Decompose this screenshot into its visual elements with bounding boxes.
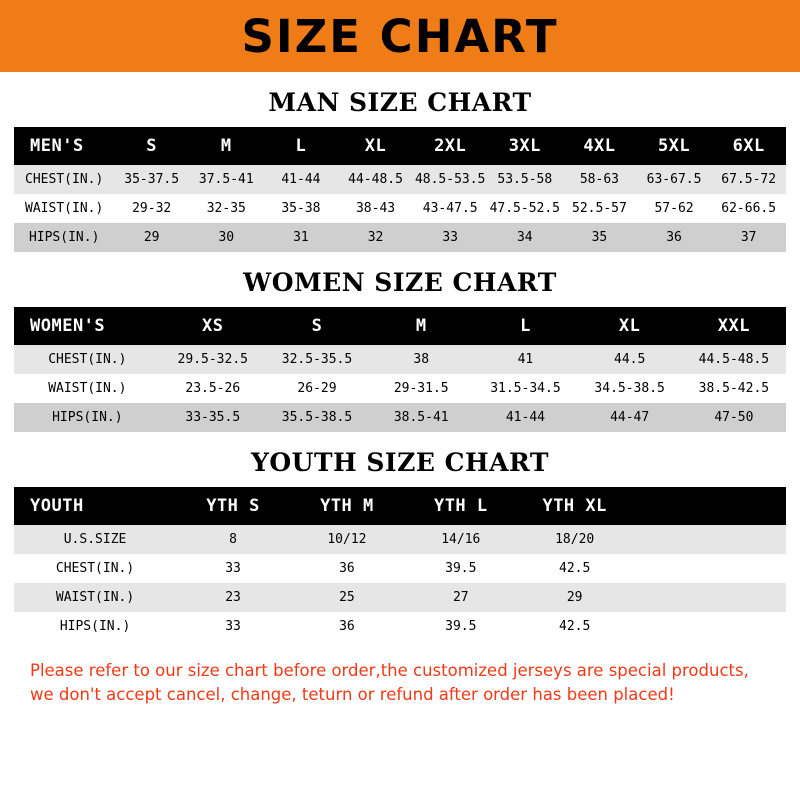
cell: 29-31.5 [369, 374, 473, 403]
cell: 67.5-72 [711, 165, 786, 194]
cell: 41-44 [264, 165, 339, 194]
cell: 39.5 [404, 554, 518, 583]
cell: 44.5-48.5 [682, 345, 786, 374]
cell: 33-35.5 [161, 403, 265, 432]
cell: 58-63 [562, 165, 637, 194]
cell: 57-62 [637, 194, 712, 223]
cell: 32 [338, 223, 413, 252]
cell: 44.5 [578, 345, 682, 374]
cell: 27 [404, 583, 518, 612]
cell: 29-32 [114, 194, 189, 223]
cell: 14/16 [404, 525, 518, 554]
cell: 33 [413, 223, 488, 252]
men-header-cell: MEN'S [30, 136, 84, 156]
cell-empty [632, 525, 786, 554]
cell: 10/12 [290, 525, 404, 554]
cell: 25 [290, 583, 404, 612]
women-header-cell: XXL [717, 316, 750, 336]
cell: 44-48.5 [338, 165, 413, 194]
men-header-cell: M [220, 136, 232, 156]
women-header-cell: XL [618, 316, 641, 336]
cell: 35-38 [264, 194, 339, 223]
youth-header-cell: YTH XL [542, 496, 607, 516]
youth-header-cell: YTH L [433, 496, 488, 516]
women-size-table [14, 307, 786, 432]
cell: 53.5-58 [487, 165, 562, 194]
men-header-cell: L [295, 136, 307, 156]
cell: 39.5 [404, 612, 518, 641]
youth-section-title: YOUTH SIZE CHART [251, 448, 549, 477]
cell-empty [632, 554, 786, 583]
cell: 38 [369, 345, 473, 374]
cell: 38-43 [338, 194, 413, 223]
cell: 47.5-52.5 [487, 194, 562, 223]
cell: 35-37.5 [114, 165, 189, 194]
cell: 47-50 [682, 403, 786, 432]
cell-empty [632, 583, 786, 612]
footer-note [14, 659, 786, 707]
cell: 8 [176, 525, 290, 554]
cell: 37 [711, 223, 786, 252]
table-row [14, 612, 786, 641]
cell: 35.5-38.5 [265, 403, 369, 432]
cell: 32-35 [189, 194, 264, 223]
row-label: CHEST(IN.) [14, 554, 176, 583]
chart-content [0, 88, 800, 707]
cell: 44-47 [578, 403, 682, 432]
cell-empty [632, 612, 786, 641]
men-header-cell: S [146, 136, 158, 156]
youth-header-cell: YOUTH [30, 496, 84, 516]
cell: 29.5-32.5 [161, 345, 265, 374]
cell: 36 [637, 223, 712, 252]
cell: 30 [189, 223, 264, 252]
cell: 42.5 [518, 612, 632, 641]
cell: 29 [518, 583, 632, 612]
cell: 18/20 [518, 525, 632, 554]
cell: 34 [487, 223, 562, 252]
cell: 63-67.5 [637, 165, 712, 194]
men-header-cell: 5XL [657, 136, 691, 156]
women-section-title: WOMEN SIZE CHART [243, 268, 557, 297]
cell: 36 [290, 612, 404, 641]
cell: 34.5-38.5 [578, 374, 682, 403]
cell: 29 [114, 223, 189, 252]
women-header-cell: S [311, 316, 323, 336]
cell: 36 [290, 554, 404, 583]
cell: 62-66.5 [711, 194, 786, 223]
youth-header-cell-empty [632, 487, 786, 525]
cell: 32.5-35.5 [265, 345, 369, 374]
cell: 38.5-41 [369, 403, 473, 432]
men-header-cell: XL [364, 136, 387, 156]
cell: 33 [176, 554, 290, 583]
row-label: WAIST(IN.) [14, 583, 176, 612]
youth-size-chart-section [14, 448, 786, 641]
men-header-cell: 3XL [508, 136, 541, 156]
row-label: HIPS(IN.) [14, 612, 176, 641]
cell: 37.5-41 [189, 165, 264, 194]
youth-header-cell: YTH S [206, 496, 260, 516]
women-header-cell: L [520, 316, 531, 336]
cell: 23 [176, 583, 290, 612]
cell: 38.5-42.5 [682, 374, 786, 403]
cell: 31 [264, 223, 339, 252]
men-header-cell: 6XL [732, 136, 765, 156]
cell: 42.5 [518, 554, 632, 583]
youth-header-cell: YTH M [320, 496, 374, 516]
men-size-chart-section [14, 88, 786, 252]
men-size-table [14, 127, 786, 252]
cell: 41-44 [473, 403, 577, 432]
row-label: U.S.SIZE [14, 525, 176, 554]
men-table-header-row [14, 127, 786, 165]
table-row [14, 525, 786, 554]
men-header-cell: 4XL [583, 136, 616, 156]
youth-table-header-row [14, 487, 786, 525]
footer-note-line-2: we don't accept cancel, change, teturn or refund after order has been placed! [30, 684, 675, 704]
row-label: CHEST(IN.) [14, 345, 161, 374]
row-label: CHEST(IN.) [14, 165, 114, 194]
cell: 23.5-26 [161, 374, 265, 403]
women-size-chart-section [14, 268, 786, 432]
table-row [14, 165, 786, 194]
cell: 31.5-34.5 [473, 374, 577, 403]
table-row [14, 223, 786, 252]
cell: 35 [562, 223, 637, 252]
table-row [14, 583, 786, 612]
cell: 41 [473, 345, 577, 374]
table-row [14, 345, 786, 374]
footer-note-line-1: Please refer to our size chart before order,the customized jerseys are special products, [30, 661, 749, 680]
row-label: WAIST(IN.) [14, 194, 114, 223]
cell: 26-29 [265, 374, 369, 403]
men-section-title: MAN SIZE CHART [268, 88, 532, 117]
women-header-cell: XS [202, 316, 224, 336]
table-row [14, 554, 786, 583]
page-title: SIZE CHART [241, 9, 559, 63]
cell: 52.5-57 [562, 194, 637, 223]
row-label: HIPS(IN.) [14, 403, 161, 432]
cell: 43-47.5 [413, 194, 488, 223]
cell: 33 [176, 612, 290, 641]
cell: 48.5-53.5 [413, 165, 488, 194]
men-header-cell: 2XL [434, 136, 467, 156]
header-band [0, 0, 800, 72]
youth-size-table [14, 487, 786, 641]
row-label: WAIST(IN.) [14, 374, 161, 403]
table-row [14, 194, 786, 223]
women-header-cell: WOMEN'S [30, 316, 106, 336]
women-table-header-row [14, 307, 786, 345]
table-row [14, 403, 786, 432]
table-row [14, 374, 786, 403]
women-header-cell: M [415, 316, 427, 336]
row-label: HIPS(IN.) [14, 223, 114, 252]
